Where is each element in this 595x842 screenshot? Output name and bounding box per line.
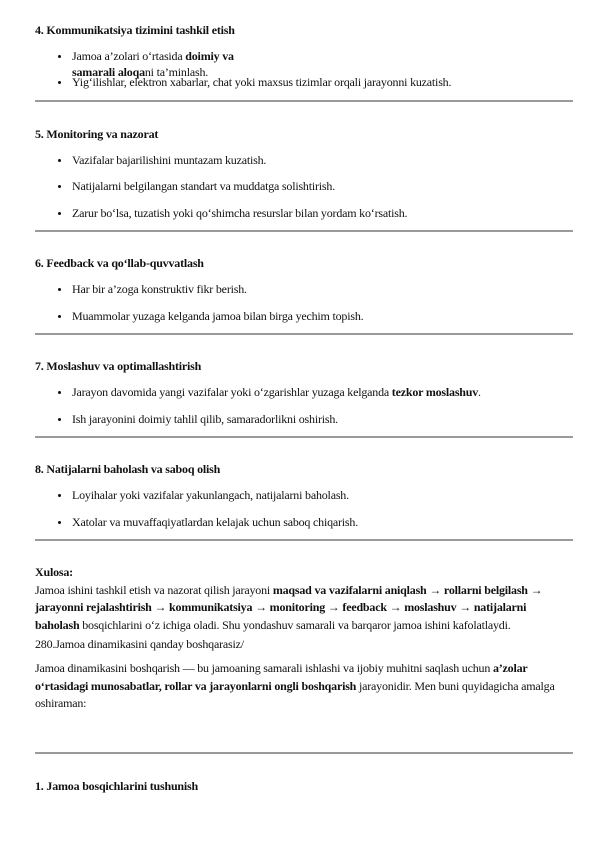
section-divider [35, 752, 573, 754]
bullet-item: Har bir a’zoga konstruktiv fikr berish. [35, 281, 592, 297]
bullet-item: Loyihalar yoki vazifalar yakunlangach, natijalarni baholash. [35, 487, 592, 503]
bullet-item: Xatolar va muvaffaqiyatlardan kelajak uchun saboq chiqarish. [35, 514, 592, 530]
bullet-item: Vazifalar bajarilishini muntazam kuzatish. [35, 152, 592, 168]
section-feedback [35, 255, 364, 323]
conclusion-label: Xulosa: [35, 565, 73, 579]
section-divider [35, 100, 573, 102]
section-heading: 5. Monitoring va nazorat [35, 127, 159, 141]
section-heading: 4. Kommunikatsiya tizimini tashkil etish [35, 23, 235, 37]
section-heading: 1. Jamoa bosqichlarini tushunish [35, 779, 198, 793]
section-communication [35, 22, 452, 89]
section-divider [35, 539, 573, 541]
bullet-item: Muammolar yuzaga kelganda jamoa bilan birga yechim topish. [35, 308, 592, 324]
section-team-stages [35, 778, 198, 794]
question-text: 280.Jamoa dinamikasini qanday boshqarasiz/ [35, 637, 244, 651]
section-divider [35, 230, 573, 232]
answer-paragraph: Jamoa dinamikasini boshqarish — bu jamoaning samarali ishlashi va ijobiy muhitni saqlash uchun a’zolar o‘rtasidagi munosabatlar, rollar va jarayonlarni ongli boshqarish jarayonidir. Men buni quyidagicha amalga oshiraman: [35, 661, 555, 710]
bullet-item: Natijalarni belgilangan standart va muddatga solishtirish. [35, 178, 592, 194]
section-heading: 6. Feedback va qo‘llab-quvvatlash [35, 256, 204, 270]
section-heading: 7. Moslashuv va optimallashtirish [35, 359, 202, 373]
section-divider [35, 333, 573, 335]
section-heading: 8. Natijalarni baholash va saboq olish [35, 462, 221, 476]
section-divider [35, 436, 573, 438]
section-monitoring [35, 126, 408, 220]
bullet-item: Ish jarayonini doimiy tahlil qilib, samaradorlikni oshirish. [35, 411, 592, 427]
bullet-item: Yig‘ilishlar, elektron xabarlar, chat yoki maxsus tizimlar orqali jarayonni kuzatish. [35, 74, 592, 90]
conclusion [35, 564, 555, 634]
bullet-item: Jamoa a’zolari o‘rtasida doimiy va samarali aloqani ta’minlash. [35, 48, 235, 80]
conclusion-text: Jamoa ishini tashkil etish va nazorat qilish jarayoni maqsad va vazifalarni aniqlash → rollarni belgilash → jarayonni rejalashtirish → kommunikatsiya → monitoring → feedback → moslashuv → natijalarni baholash bosqichlarini o‘z ichiga oladi. Shu yondashuv samarali va barqaror jamoa ishini kafolatlaydi. [35, 582, 543, 632]
section-evaluation [35, 461, 359, 529]
bullet-item: Zarur bo‘lsa, tuzatish yoki qo‘shimcha resurslar bilan yordam ko‘rsatish. [35, 205, 592, 221]
section-adaptation [35, 358, 481, 426]
bullet-item: Jarayon davomida yangi vazifalar yoki o‘zgarishlar yuzaga kelganda tezkor moslashuv. [35, 384, 595, 400]
